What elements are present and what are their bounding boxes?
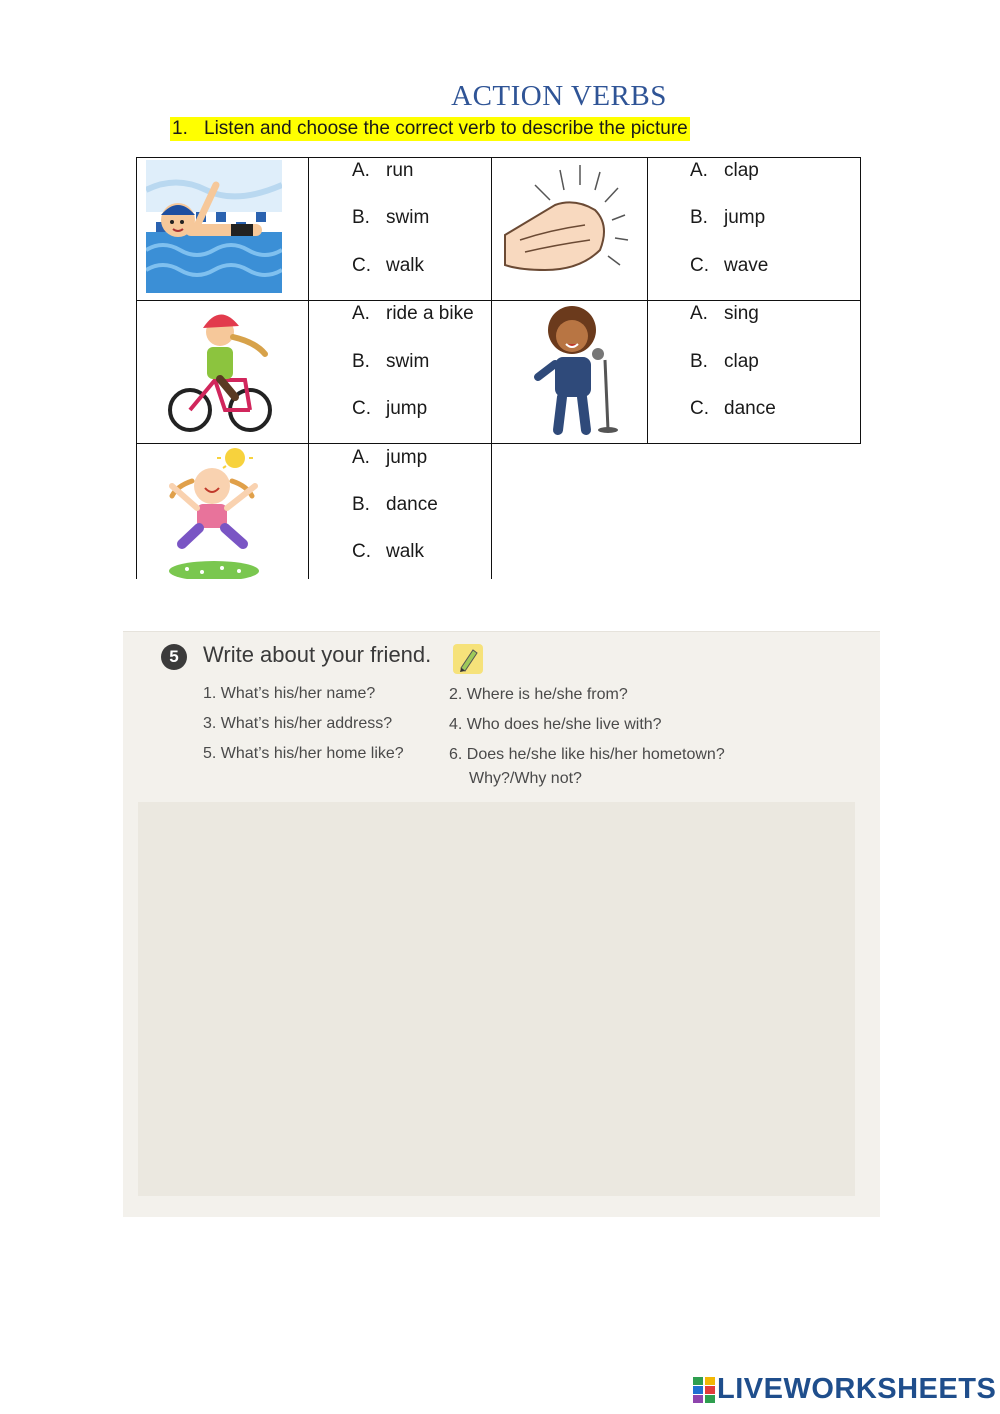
option-letter: A. bbox=[352, 160, 370, 181]
option-text: dance bbox=[724, 398, 776, 419]
option-letter: C. bbox=[352, 541, 371, 562]
option-letter: B. bbox=[352, 494, 370, 515]
option-text: jump bbox=[386, 398, 428, 419]
option-text: swim bbox=[386, 351, 430, 372]
option-b[interactable] bbox=[352, 494, 438, 516]
option-a[interactable] bbox=[352, 160, 413, 182]
exercise-number-badge: 5 bbox=[161, 644, 187, 670]
table-line bbox=[308, 157, 309, 579]
option-text: walk bbox=[386, 255, 425, 276]
option-letter: B. bbox=[690, 207, 708, 228]
option-letter: C. bbox=[352, 398, 371, 419]
swimming-boy-image bbox=[146, 160, 282, 293]
table-line bbox=[491, 157, 492, 579]
worksheet-title: ACTION VERBS bbox=[451, 80, 667, 112]
option-text: wave bbox=[724, 255, 769, 276]
option-letter: B. bbox=[352, 207, 370, 228]
option-b[interactable] bbox=[690, 351, 759, 373]
table-line bbox=[136, 300, 861, 301]
option-letter: A. bbox=[352, 447, 370, 468]
friend-question-6-followup: Why?/Why not? bbox=[469, 770, 582, 787]
option-a[interactable] bbox=[690, 160, 759, 182]
option-text: swim bbox=[386, 207, 430, 228]
option-text: walk bbox=[386, 541, 425, 562]
option-a[interactable] bbox=[352, 303, 474, 325]
option-text: clap bbox=[724, 351, 759, 372]
friend-question-4: 4. Who does he/she live with? bbox=[449, 716, 662, 733]
instruction-text: Listen and choose the correct verb to describe the picture bbox=[204, 118, 688, 139]
table-line bbox=[136, 443, 861, 444]
option-text: sing bbox=[724, 303, 759, 324]
answer-writing-area[interactable] bbox=[138, 802, 855, 1196]
instruction-number: 1. bbox=[172, 118, 188, 139]
option-c[interactable] bbox=[690, 398, 776, 420]
option-letter: A. bbox=[690, 303, 708, 324]
option-c[interactable] bbox=[352, 398, 427, 420]
option-a[interactable] bbox=[690, 303, 759, 325]
option-text: jump bbox=[386, 447, 428, 468]
boy-singing-image bbox=[530, 302, 630, 437]
option-letter: C. bbox=[690, 398, 709, 419]
option-text: jump bbox=[724, 207, 766, 228]
table-line bbox=[860, 157, 861, 444]
option-text: dance bbox=[386, 494, 438, 515]
questions-table bbox=[0, 0, 1000, 600]
table-line bbox=[136, 157, 861, 158]
option-b[interactable] bbox=[352, 351, 429, 373]
option-text: run bbox=[386, 160, 414, 181]
option-letter: C. bbox=[352, 255, 371, 276]
exercise-5-section bbox=[123, 631, 880, 1217]
table-line bbox=[136, 157, 137, 579]
pencil-icon bbox=[453, 644, 483, 674]
option-b[interactable] bbox=[352, 207, 429, 229]
girl-riding-bike-image bbox=[165, 302, 275, 437]
option-text: ride a bike bbox=[386, 303, 474, 324]
girl-jumping-image bbox=[147, 446, 282, 579]
table-line bbox=[647, 157, 648, 444]
friend-question-3: 3. What’s his/her address? bbox=[203, 715, 393, 732]
friend-question-6: 6. Does he/she like his/her hometown? bbox=[449, 746, 725, 763]
option-letter: A. bbox=[352, 303, 370, 324]
option-c[interactable] bbox=[690, 255, 768, 277]
option-letter: C. bbox=[690, 255, 709, 276]
liveworksheets-logo-text: LIVEWORKSHEETS bbox=[717, 1373, 997, 1405]
option-b[interactable] bbox=[690, 207, 765, 229]
friend-question-2: 2. Where is he/she from? bbox=[449, 686, 628, 703]
option-c[interactable] bbox=[352, 255, 424, 277]
liveworksheets-logo-icon bbox=[693, 1377, 715, 1403]
clapping-hands-image bbox=[500, 160, 640, 295]
option-a[interactable] bbox=[352, 447, 427, 469]
option-letter: A. bbox=[690, 160, 708, 181]
option-letter: B. bbox=[690, 351, 708, 372]
option-letter: B. bbox=[352, 351, 370, 372]
option-c[interactable] bbox=[352, 541, 424, 563]
friend-question-5: 5. What’s his/her home like? bbox=[203, 745, 404, 762]
exercise-5-title: Write about your friend. bbox=[203, 642, 432, 667]
friend-question-1: 1. What’s his/her name? bbox=[203, 685, 376, 702]
option-text: clap bbox=[724, 160, 759, 181]
